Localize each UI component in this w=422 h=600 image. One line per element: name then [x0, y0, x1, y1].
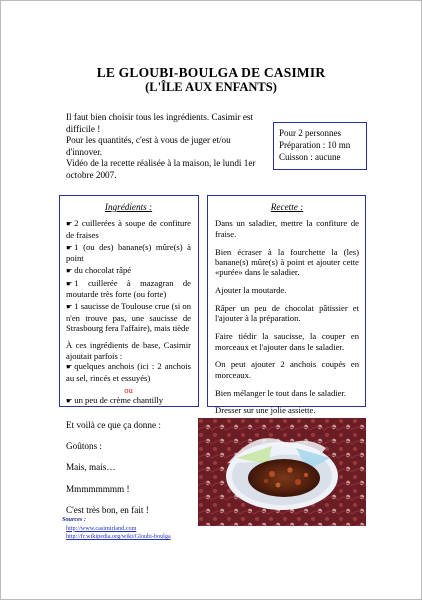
- recipe-step: Bien écraser à la fourchette la (les) banane(s) mûre(s) à point et ajouter cette «purée» dans le saladier.: [215, 246, 359, 278]
- document-subtitle: (L'ÎLE AUX ENFANTS): [145, 80, 277, 94]
- prep-time: Préparation : 10 mn: [279, 140, 351, 150]
- pointing-hand-icon: ☛: [66, 220, 73, 229]
- closing-text: [66, 420, 196, 526]
- ingredients-box: [59, 195, 199, 407]
- ingredient-item: [66, 265, 191, 276]
- ingredient-text: 2 cuillerées à soupe de confiture de fraises: [66, 218, 191, 240]
- closing-line: Mmmmmmmm !: [66, 483, 130, 494]
- or-separator: ou: [124, 384, 133, 395]
- pointing-hand-icon: ☛: [66, 397, 73, 405]
- pointing-hand-icon: ☛: [66, 267, 73, 276]
- recipe-step: Faire tiédir la saucisse, la couper en morceaux et l'ajouter dans le saladier.: [215, 331, 359, 352]
- ingredient-item: [66, 278, 191, 300]
- ingredient-extra: [66, 361, 191, 383]
- closing-line: Goûtons :: [66, 441, 102, 452]
- pointing-hand-icon: ☛: [66, 279, 73, 288]
- ingredient-item: [66, 218, 191, 240]
- recipe-step: Bien mélanger le tout dans le saladier.: [215, 387, 347, 398]
- closing-line: Mais, mais…: [66, 462, 116, 473]
- servings: Pour 2 personnes: [279, 128, 341, 138]
- ingredient-text: un peu de crème chantilly: [74, 395, 164, 405]
- intro-line: Vidéo de la recette réalisée à la maison, le lundi 1er octobre 2007.: [66, 158, 256, 180]
- pointing-hand-icon: ☛: [66, 243, 73, 252]
- recipe-heading: Recette :: [270, 202, 304, 212]
- ingredient-extra: [66, 395, 191, 406]
- info-box: [273, 122, 367, 170]
- ingredient-item: [66, 301, 191, 333]
- recipe-box: [207, 195, 366, 416]
- recipe-step: Râper un peu de chocolat pâtissier et l'ajouter à la préparation.: [215, 303, 359, 324]
- ingredient-text: quelques anchois (ici : 2 anchois au sel, rincés et essuyés): [66, 361, 191, 383]
- dish-photo-illustration: [198, 418, 366, 526]
- source-link-wikipedia[interactable]: http://fr.wikipedia.org/wiki/Gloubi-boulga: [66, 533, 171, 541]
- ingredients-heading: Ingrédients :: [104, 202, 153, 212]
- ingredient-item: [66, 242, 191, 264]
- sources-label: Sources :: [62, 516, 86, 523]
- pointing-hand-icon: ☛: [66, 363, 73, 372]
- closing-line: C'est très bon, en fait !: [66, 504, 149, 515]
- cook-time: Cuisson : aucune: [279, 152, 341, 162]
- recipe-step: Ajouter la moutarde.: [215, 285, 287, 296]
- ingredient-text: 1 cuillerée à mazagran de moutarde très forte (ou forte): [66, 277, 191, 300]
- ingredients-base-text: À ces ingrédients de base, Casimir ajoutait parfois :: [66, 340, 191, 361]
- intro-line: Il faut bien choisir tous les ingrédients. Casimir est difficile !: [66, 112, 254, 134]
- recipe-step: On peut ajouter 2 anchois coupés en morceaux.: [215, 359, 359, 380]
- recipe-step: Dans un saladier, mettre la confiture de fraise.: [215, 218, 359, 239]
- ingredient-text: 1 (ou des) banane(s) mûre(s) à point: [66, 241, 191, 264]
- sources: [62, 516, 212, 542]
- ingredient-text: du chocolat râpé: [74, 265, 132, 276]
- intro-text: [66, 112, 262, 182]
- document-title: LE GLOUBI-BOULGA DE CASIMIR: [96, 65, 326, 80]
- closing-line: Et voilà ce que ça donne :: [66, 420, 161, 430]
- recipe-step: Dresser sur une jolie assiette.: [215, 405, 316, 416]
- intro-line: Pour les quantités, c'est à vous de juger et/ou d'innover.: [66, 135, 231, 157]
- dish-photo: [198, 418, 366, 526]
- ingredient-text: 1 saucisse de Toulouse crue (si on n'en trouve pas, une saucisse de Strasbourg fera l'affaire), mais tiède: [66, 301, 191, 334]
- pointing-hand-icon: ☛: [66, 303, 73, 312]
- source-link-casimirland[interactable]: http://www.casimirland.com: [66, 524, 137, 532]
